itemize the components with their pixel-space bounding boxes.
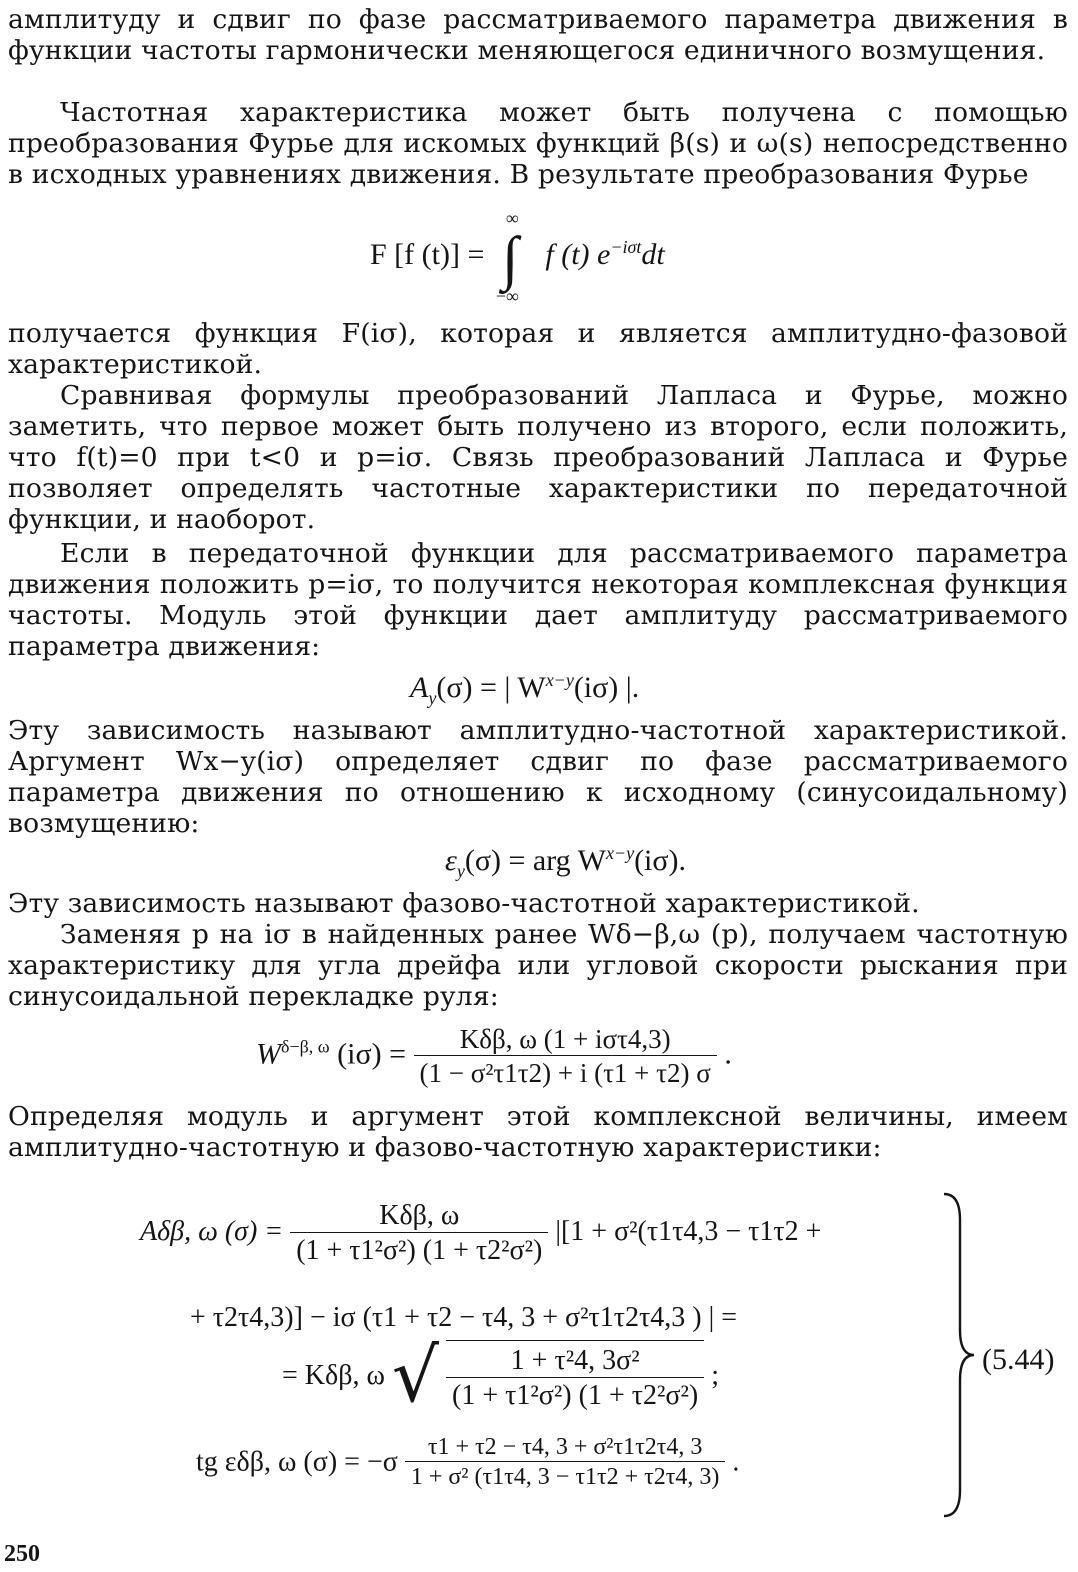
amp-rhs: (σ) = | W	[436, 671, 546, 704]
w-sup: δ−β, ω	[281, 1036, 330, 1057]
fourier-integrand: f (t) e	[545, 237, 611, 271]
phase-equation: $\varepsilon_y(\sigma)$ = arg $W^{x-y}(i\sigma)$.	[445, 843, 687, 881]
paragraph-8: Заменяя p на iσ в найденных ранее Wδ−β,ω (p), получаем частотную характеристику для угла дрейфа или угловой скорости рыскания при синусоидальной перекладке руля:	[8, 919, 1068, 1012]
s4-fraction	[405, 1434, 726, 1491]
phase-sup: x−y	[605, 843, 635, 863]
amp-symbol: A	[410, 671, 429, 704]
fourier-equation	[370, 208, 665, 306]
s1-tail: |[1 + σ²(τ1τ4,3 − τ1τ2 +	[555, 1215, 822, 1247]
integral-sign: ∫ ∞ −∞	[495, 208, 519, 306]
paragraph-7: Эту зависимость называют фазово-частотной характеристикой.	[8, 888, 920, 919]
transfer-equation	[256, 1024, 732, 1089]
square-root-sign: √	[391, 1333, 440, 1419]
s3-lhs: = Kδβ, ω	[282, 1360, 385, 1391]
s3-end: ;	[711, 1360, 719, 1391]
s4-lhs: tg εδβ, ω (σ) = −σ	[196, 1446, 398, 1478]
system-line-1	[140, 1200, 821, 1267]
s1-numerator: Kδβ, ω	[290, 1200, 548, 1233]
transfer-numerator: Kδβ, ω (1 + iστ4,3)	[414, 1024, 717, 1056]
transfer-denominator: (1 − σ²τ1τ2) + i (τ1 + τ2) σ	[419, 1058, 711, 1088]
amp-end: (iσ) |.	[573, 671, 640, 704]
right-brace-icon	[940, 1190, 980, 1520]
paragraph-1: амплитуду и сдвиг по фазе рассматриваемого параметра движения в функции частоты гармонически меняющегося единичного возмущения.	[8, 4, 1068, 66]
s1-lhs: Aδβ, ω (σ) =	[140, 1215, 284, 1247]
s1-fraction	[290, 1200, 548, 1267]
w-symbol: W	[256, 1037, 281, 1071]
integral-upper-limit: ∞	[505, 208, 519, 228]
amplitude-equation: $A_y(\sigma)$ = | $W^{x-y}(i\sigma)$ |.	[410, 670, 640, 708]
paragraph-4: Сравнивая формулы преобразований Лапласа и Фурье, можно заметить, что первое может быть получено из второго, если положить, что f(t)=0 при t<0 и p=iσ. Связь преобразований Лапласа и Фурье позволяет определять частотные характеристики по передаточной функции, и наоборот.	[8, 380, 1068, 535]
phase-end: (iσ).	[634, 844, 687, 877]
page-number: 250	[4, 1541, 40, 1567]
integral-lower-limit: −∞	[495, 286, 519, 306]
s3-fraction	[446, 1340, 704, 1412]
system-line-4	[196, 1434, 739, 1491]
s3-denominator: (1 + τ1²σ²) (1 + τ2²σ²)	[452, 1380, 699, 1411]
paragraph-5: Если в передаточной функции для рассматриваемого параметра движения положить p=iσ, то получится некоторая комплексная функция частоты. Модуль этой функции дает амплитуду рассматриваемого параметра движения:	[8, 538, 1068, 662]
s4-end: .	[732, 1446, 740, 1478]
s4-denominator: 1 + σ² (τ1τ4, 3 − τ1τ2 + τ2τ4, 3)	[410, 1464, 720, 1490]
w-end: .	[724, 1037, 732, 1071]
fourier-lhs: F [f (t)] =	[370, 237, 485, 271]
fourier-dt: dt	[641, 237, 665, 271]
phase-rhs: (σ) = arg W	[464, 844, 606, 877]
transfer-fraction	[414, 1024, 717, 1089]
amp-sup: x−y	[545, 670, 574, 690]
system-line-2: + τ2τ4,3)] − iσ (τ1 + τ2 − τ4, 3 + σ²τ1τ2τ4,3 ) | =	[190, 1302, 738, 1333]
fourier-exponent: −iσt	[610, 236, 642, 257]
paragraph-9: Определяя модуль и аргумент этой комплексной величины, имеем амплитудно-частотную и фазово-частотную характеристики:	[8, 1101, 1068, 1163]
paragraph-3: получается функция F(iσ), которая и является амплитудно-фазовой характеристикой.	[8, 318, 1068, 380]
phase-symbol: ε	[445, 844, 457, 877]
s3-numerator: 1 + τ²4, 3σ²	[446, 1345, 704, 1378]
s1-denominator: (1 + τ1²σ²) (1 + τ2²σ²)	[296, 1235, 543, 1266]
system-line-3	[282, 1333, 719, 1419]
s4-numerator: τ1 + τ2 − τ4, 3 + σ²τ1τ2τ4, 3	[405, 1434, 726, 1462]
paragraph-2: Частотная характеристика может быть получена с помощью преобразования Фурье для искомых функций β(s) и ω(s) непосредственно в исходных уравнениях движения. В результате преобразования Фурье	[8, 97, 1068, 190]
w-arg: (iσ) =	[337, 1037, 407, 1071]
equation-number: (5.44)	[982, 1343, 1055, 1376]
paragraph-6: Эту зависимость называют амплитудно-частотной характеристикой. Аргумент Wx−y(iσ) определяет сдвиг по фазе рассматриваемого параметра движения по отношению к исходному (синусоидальному) возмущению:	[8, 715, 1068, 839]
